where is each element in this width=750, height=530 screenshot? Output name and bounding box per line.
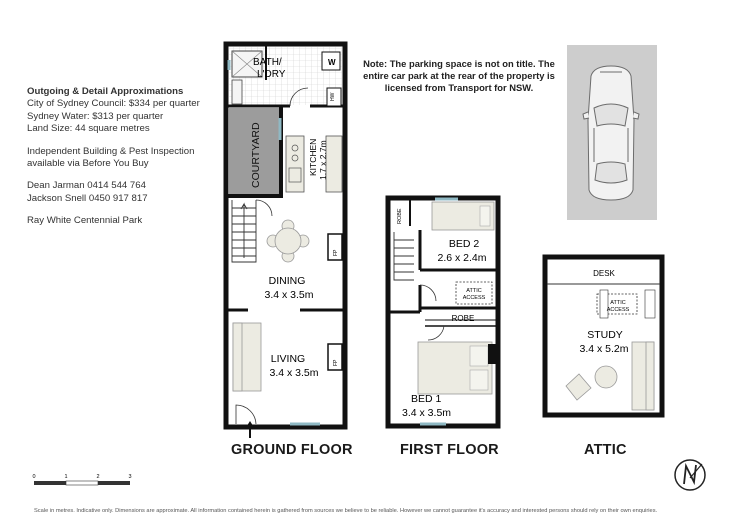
disclaimer-text: Scale in metres. Indicative only. Dimensions are approximate. All information contained herein is gathered from sources we believe to be reliable. However we cannot guarantee it's accuracy and interested persons should rely on their own enquiries. bbox=[34, 508, 658, 514]
land-size: Land Size: 44 square metres bbox=[27, 123, 150, 135]
attic-table bbox=[595, 366, 617, 388]
scale-tick-1: 1 bbox=[64, 474, 68, 480]
scale-bar bbox=[34, 481, 130, 485]
room-label-attic-access-2: ACCESS bbox=[462, 295, 486, 301]
room-label-robe-bed1: ROBE bbox=[451, 314, 475, 323]
first-floor-stairs bbox=[394, 232, 414, 280]
room-label-bed2: BED 2 bbox=[448, 238, 480, 250]
details-heading: Outgoing & Detail Approximations bbox=[27, 86, 184, 97]
room-label-bath: BATH/ bbox=[253, 57, 282, 68]
room-label-fp-living: FP bbox=[333, 359, 339, 366]
council-rates: City of Sydney Council: $334 per quarter bbox=[27, 98, 200, 110]
room-dim-study: 3.4 x 5.2m bbox=[579, 343, 629, 355]
property-details bbox=[27, 86, 237, 228]
room-dim-kitchen: 1.7 x 2.7m bbox=[318, 140, 328, 180]
living-sofa bbox=[233, 323, 261, 391]
compass-rose-icon bbox=[675, 460, 705, 490]
floor-label-first: FIRST FLOOR bbox=[400, 442, 499, 458]
room-label-attic-access-4: ACCESS bbox=[606, 307, 630, 313]
room-label-bed1: BED 1 bbox=[411, 393, 442, 405]
attic-chair bbox=[566, 374, 591, 400]
room-label-desk: DESK bbox=[593, 269, 615, 278]
parking-note: Note: The parking space is not on title. The entire car park at the rear of the property is licensed from Transport for NSW. bbox=[363, 58, 555, 93]
room-label-fp-dining: FP bbox=[333, 249, 339, 256]
water-rates: Sydney Water: $313 per quarter bbox=[27, 110, 164, 122]
room-dim-bed2: 2.6 x 2.4m bbox=[437, 252, 487, 264]
room-dim-living: 3.4 x 3.5m bbox=[269, 367, 319, 379]
room-label-kitchen: KITCHEN bbox=[308, 138, 318, 176]
kitchen-bench bbox=[286, 136, 304, 192]
room-label-dining: DINING bbox=[268, 275, 306, 287]
floor-label-attic: ATTIC bbox=[584, 442, 627, 458]
agent-1-contact: Dean Jarman 0414 544 764 bbox=[27, 180, 146, 192]
scale-tick-0: 0 bbox=[32, 474, 36, 480]
scale-tick-3: 3 bbox=[128, 474, 132, 480]
room-label-robe-bed2: ROBE bbox=[397, 208, 403, 224]
agency-name: Ray White Centennial Park bbox=[27, 215, 143, 227]
room-label-laundry: L'DRY bbox=[257, 69, 286, 80]
inspection-line-1: Independent Building & Pest Inspection bbox=[27, 145, 195, 157]
car-icon bbox=[583, 66, 639, 200]
room-label-attic-access-3: ATTIC bbox=[610, 300, 626, 306]
scale-tick-2: 2 bbox=[96, 474, 100, 480]
floor-label-ground: GROUND FLOOR bbox=[231, 442, 353, 458]
room-dim-bed1: 3.4 x 3.5m bbox=[402, 407, 452, 419]
room-label-hw: HW bbox=[330, 92, 336, 101]
inspection-line-2: available via Before You Buy bbox=[27, 158, 149, 170]
room-label-courtyard: COURTYARD bbox=[250, 122, 262, 188]
room-label-living: LIVING bbox=[270, 353, 306, 365]
agent-2-contact: Jackson Snell 0450 917 817 bbox=[27, 192, 148, 204]
dining-table bbox=[267, 220, 309, 262]
room-label-study: STUDY bbox=[587, 329, 623, 341]
first-floor-plan bbox=[388, 198, 498, 426]
room-dim-dining: 3.4 x 3.5m bbox=[264, 289, 314, 301]
room-label-attic-access-1: ATTIC bbox=[466, 288, 482, 294]
room-label-w: W bbox=[328, 58, 336, 67]
